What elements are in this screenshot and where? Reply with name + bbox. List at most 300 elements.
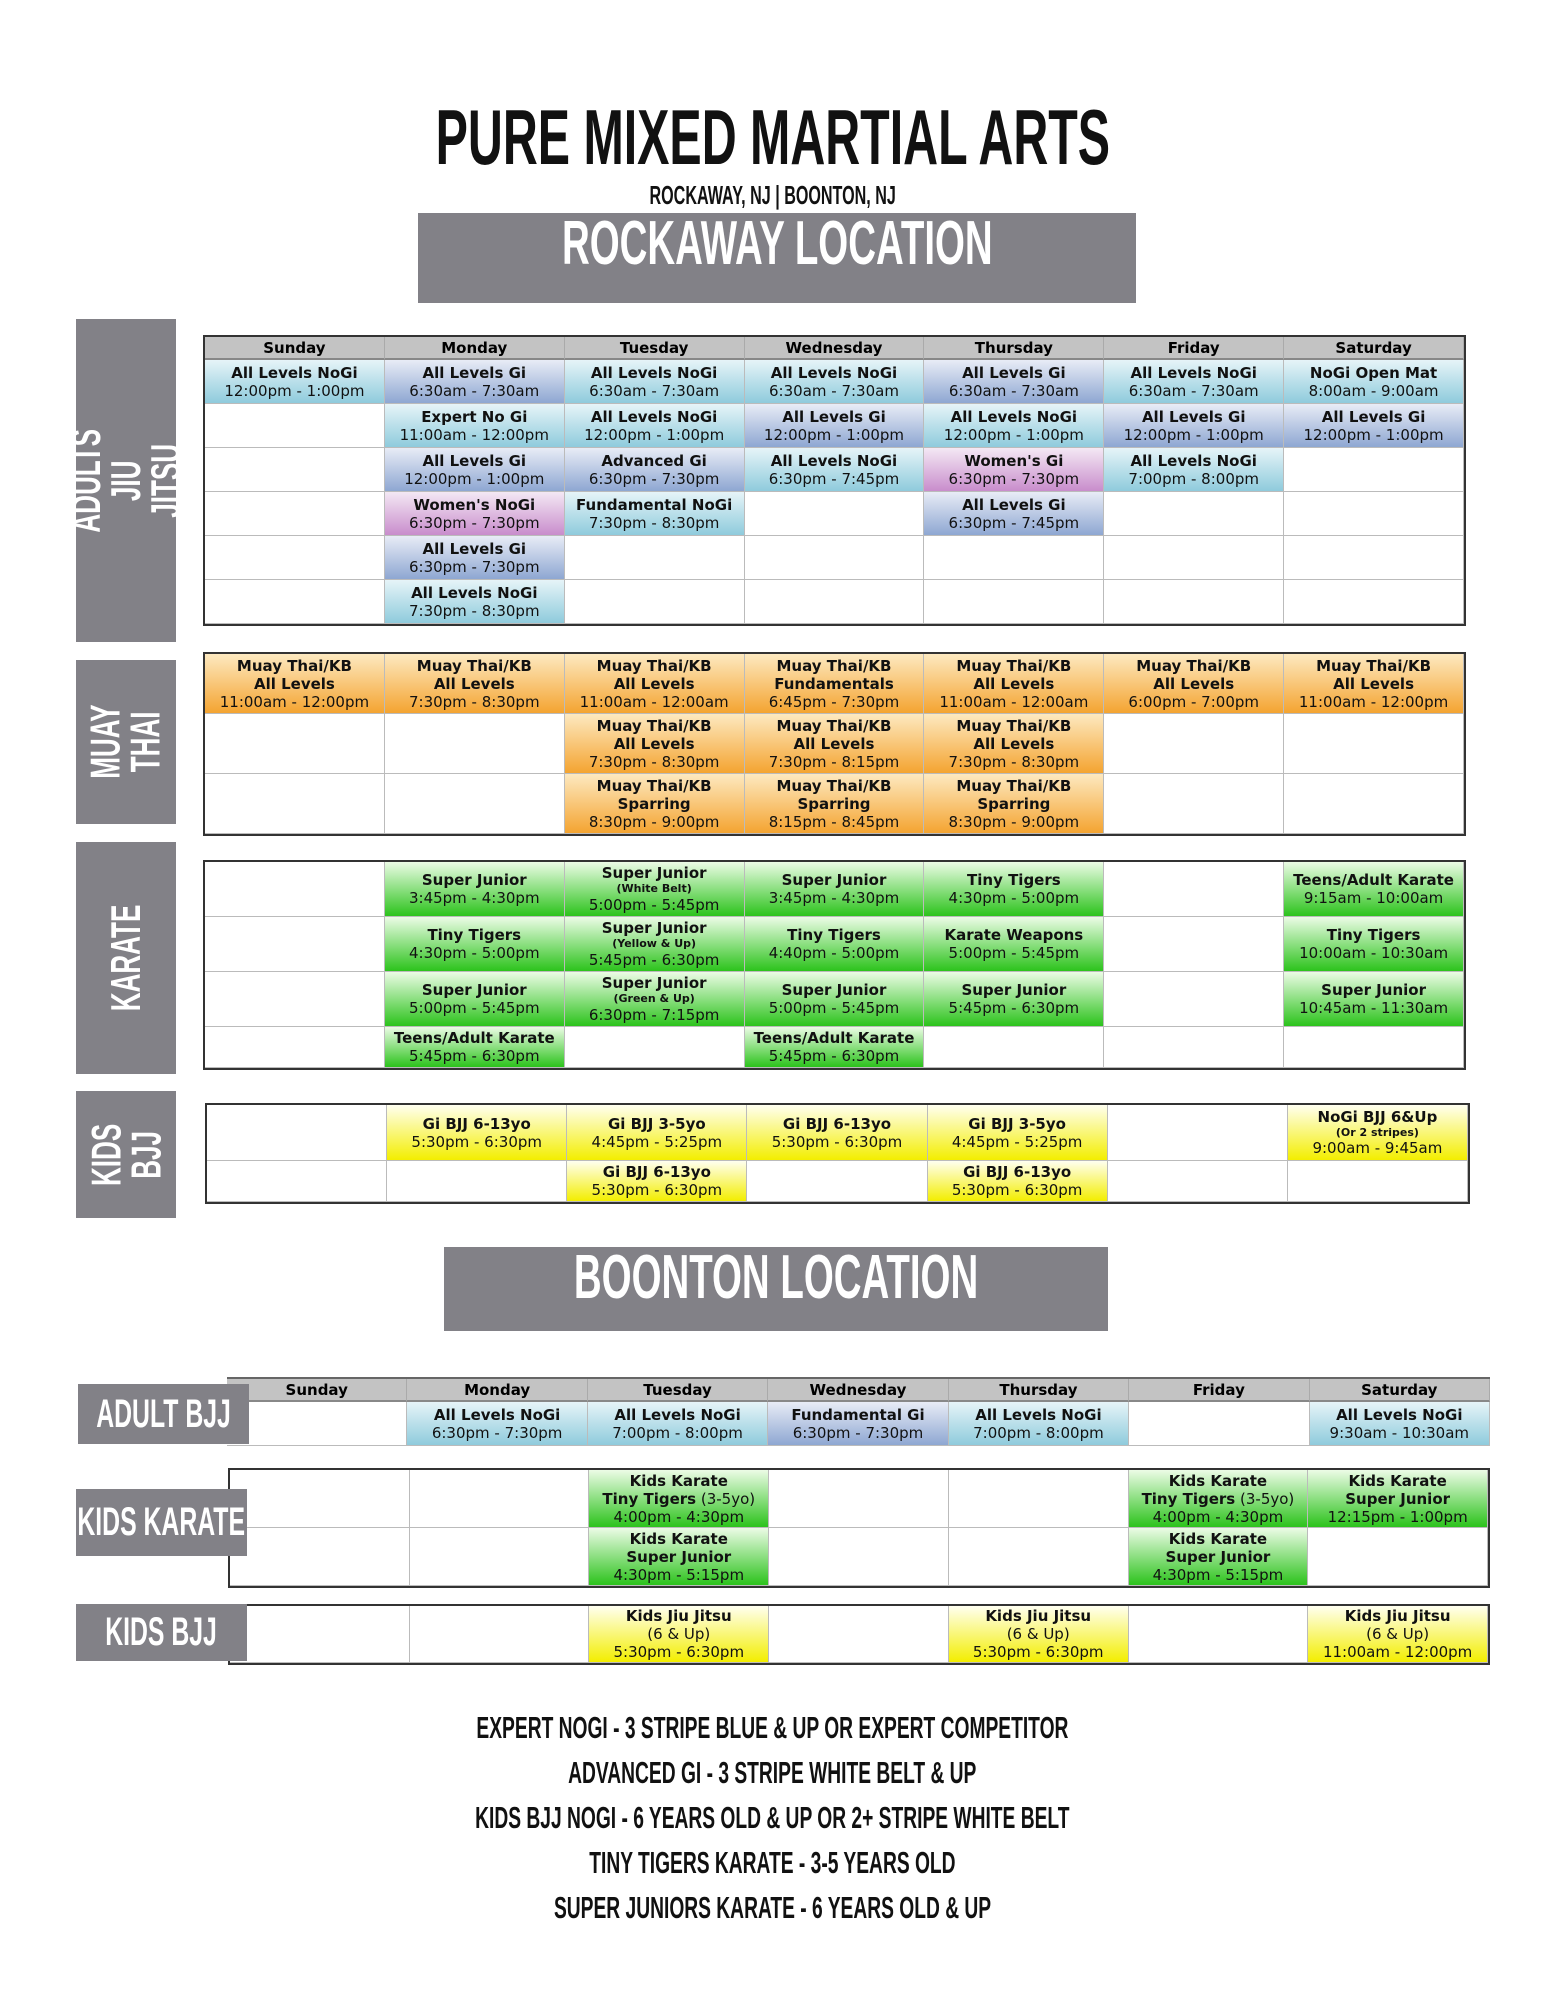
- class-title: All Levels Gi: [962, 363, 1066, 382]
- class-time: 7:00pm - 8:00pm: [1128, 469, 1259, 488]
- class-time: 4:40pm - 5:00pm: [768, 944, 900, 962]
- class-level: All Levels: [1153, 674, 1235, 693]
- class-time: 4:30pm - 5:15pm: [1152, 1565, 1284, 1584]
- empty-slot: [924, 1027, 1104, 1068]
- class-level: Super Junior: [626, 1547, 732, 1566]
- class-slot[interactable]: [385, 536, 565, 580]
- rockaway-kids-bjj-label-text: KIDS BJJ: [82, 1123, 170, 1186]
- class-time: 12:00pm - 1:00pm: [224, 381, 365, 400]
- empty-slot: [1284, 714, 1464, 774]
- class-time: 6:30am - 7:30am: [769, 381, 899, 400]
- class-time: 4:45pm - 5:25pm: [951, 1132, 1083, 1151]
- class-time: 4:00pm - 4:30pm: [1152, 1507, 1284, 1526]
- class-title: Muay Thai/KB: [1136, 656, 1252, 675]
- class-time: 12:00pm - 1:00pm: [1123, 425, 1264, 444]
- class-slot[interactable]: [1129, 1528, 1309, 1586]
- class-slot[interactable]: [928, 1105, 1108, 1161]
- empty-slot: [745, 580, 925, 624]
- empty-slot: [1284, 536, 1464, 580]
- class-level: Tiny Tigers: [602, 1489, 697, 1508]
- class-title: Kids Jiu Jitsu: [625, 1607, 732, 1625]
- class-slot[interactable]: [1310, 1402, 1490, 1446]
- note-text: KIDS BJJ NOGI - 6 YEARS OLD & UP OR 2+ STRIPE WHITE BELT: [475, 1800, 1070, 1835]
- note-line: [0, 1890, 1545, 1926]
- rockaway-muay-thai-label-text: MUAY THAI: [82, 704, 169, 779]
- class-slot[interactable]: [589, 1470, 769, 1528]
- note-line: [0, 1710, 1545, 1746]
- empty-slot: [1104, 917, 1284, 972]
- class-level: All Levels: [1333, 674, 1414, 693]
- class-level: Tiny Tigers: [1141, 1489, 1236, 1508]
- class-slot[interactable]: [1288, 1105, 1468, 1161]
- class-title: Expert No Gi: [421, 407, 528, 426]
- class-title: Women's NoGi: [413, 495, 536, 514]
- class-slot[interactable]: [1104, 448, 1284, 492]
- class-title: Super Junior: [781, 981, 887, 999]
- rockaway-banner: [418, 209, 1136, 303]
- day-header-sunday: Sunday: [205, 337, 385, 360]
- class-title: All Levels NoGi: [1130, 363, 1257, 382]
- class-slot[interactable]: [565, 448, 745, 492]
- day-header-wednesday: Wednesday: [745, 337, 925, 360]
- class-slot[interactable]: [589, 1528, 769, 1586]
- class-time: 4:30pm - 5:00pm: [948, 889, 1080, 907]
- class-time: 7:30pm - 8:30pm: [588, 513, 720, 532]
- empty-slot: [1104, 580, 1284, 624]
- rockaway-banner-text: ROCKAWAY LOCATION: [561, 209, 993, 278]
- class-slot[interactable]: [924, 448, 1104, 492]
- class-time: 6:30am - 7:30am: [409, 381, 540, 400]
- class-slot[interactable]: [385, 360, 565, 404]
- class-title: Super Junior: [601, 919, 707, 938]
- class-time: 5:00pm - 5:45pm: [588, 895, 720, 914]
- empty-slot: [410, 1528, 590, 1586]
- class-slot[interactable]: [385, 972, 565, 1027]
- class-title: Super Junior: [1321, 981, 1426, 999]
- class-time: 12:00pm - 1:00pm: [584, 425, 725, 444]
- empty-slot: [205, 580, 385, 624]
- class-slot[interactable]: [768, 1402, 948, 1446]
- class-title: Tiny Tigers: [787, 926, 881, 944]
- empty-slot: [1108, 1105, 1288, 1161]
- class-slot[interactable]: [1284, 404, 1464, 448]
- class-time: 7:30pm - 8:30pm: [408, 692, 540, 711]
- rockaway-adults-schedule-table: [203, 335, 1466, 626]
- class-time: 4:00pm - 4:30pm: [613, 1507, 745, 1526]
- empty-slot: [207, 1161, 387, 1202]
- class-slot[interactable]: [1284, 972, 1464, 1027]
- class-title: Muay Thai/KB: [956, 656, 1072, 675]
- class-slot[interactable]: [385, 654, 565, 714]
- class-slot[interactable]: [1284, 654, 1464, 714]
- boonton-kids-karate-schedule-table: [228, 1468, 1490, 1588]
- empty-slot: [747, 1161, 927, 1202]
- rockaway-kids-bjj-schedule-table: [205, 1103, 1470, 1204]
- day-header-thursday: Thursday: [949, 1379, 1129, 1402]
- empty-slot: [385, 774, 565, 834]
- class-slot[interactable]: [924, 714, 1104, 774]
- empty-slot: [410, 1470, 590, 1528]
- class-title: Muay Thai/KB: [236, 656, 352, 675]
- class-level: Super Junior: [1165, 1547, 1271, 1566]
- empty-slot: [1308, 1528, 1488, 1586]
- class-slot[interactable]: [589, 1606, 769, 1663]
- class-slot[interactable]: [1284, 917, 1464, 972]
- class-slot[interactable]: [745, 404, 925, 448]
- class-slot[interactable]: [565, 360, 745, 404]
- class-slot[interactable]: [745, 714, 925, 774]
- class-title: Kids Karate: [1348, 1471, 1447, 1490]
- class-slot[interactable]: [745, 972, 925, 1027]
- class-slot[interactable]: [205, 654, 385, 714]
- page-title: [0, 93, 1545, 181]
- class-title: Teens/Adult Karate: [1293, 871, 1454, 889]
- class-title: Gi BJJ 3-5yo: [968, 1114, 1066, 1133]
- class-time: 6:30am - 7:30am: [589, 381, 720, 400]
- class-slot[interactable]: [924, 492, 1104, 536]
- class-slot[interactable]: [565, 862, 745, 917]
- class-title: Fundamental NoGi: [576, 495, 733, 514]
- class-slot[interactable]: [385, 448, 565, 492]
- class-slot[interactable]: [745, 917, 925, 972]
- class-title: Muay Thai/KB: [1316, 656, 1432, 675]
- class-title: Muay Thai/KB: [596, 776, 712, 795]
- note-line: [0, 1845, 1545, 1881]
- empty-slot: [385, 714, 565, 774]
- class-slot[interactable]: [924, 404, 1104, 448]
- boonton-adult-bjj-label-text: ADULT BJJ: [96, 1391, 231, 1436]
- class-time: 11:00am - 12:00pm: [1322, 1643, 1473, 1661]
- class-level: Sparring: [977, 794, 1051, 813]
- note-text: TINY TIGERS KARATE - 3-5 YEARS OLD: [589, 1845, 956, 1880]
- class-time: 8:00am - 9:00am: [1308, 381, 1439, 400]
- class-title: Kids Karate: [629, 1529, 728, 1548]
- class-title: All Levels NoGi: [1336, 1405, 1463, 1424]
- empty-slot: [387, 1161, 567, 1202]
- class-slot[interactable]: [385, 862, 565, 917]
- class-title: Super Junior: [421, 871, 527, 889]
- empty-slot: [1104, 774, 1284, 834]
- class-title: NoGi BJJ 6&Up: [1317, 1107, 1438, 1126]
- note-text: SUPER JUNIORS KARATE - 6 YEARS OLD & UP: [553, 1890, 992, 1925]
- class-title: All Levels Gi: [422, 539, 527, 558]
- class-slot[interactable]: [565, 972, 745, 1027]
- class-slot[interactable]: [1308, 1470, 1488, 1528]
- class-title: Muay Thai/KB: [776, 656, 892, 675]
- empty-slot: [205, 714, 385, 774]
- class-slot[interactable]: [745, 1027, 925, 1068]
- empty-slot: [565, 1027, 745, 1068]
- boonton-kids-bjj-label-text: KIDS BJJ: [105, 1610, 218, 1654]
- class-time: 7:00pm - 8:00pm: [612, 1423, 743, 1442]
- class-slot[interactable]: [924, 654, 1104, 714]
- class-title: All Levels Gi: [1141, 407, 1246, 426]
- class-slot[interactable]: [745, 774, 925, 834]
- empty-slot: [769, 1528, 949, 1586]
- class-title: Kids Karate: [1168, 1529, 1268, 1548]
- class-slot[interactable]: [745, 654, 925, 714]
- class-slot[interactable]: [565, 654, 745, 714]
- day-header-monday: Monday: [407, 1379, 587, 1402]
- boonton-banner-text: BOONTON LOCATION: [573, 1243, 979, 1312]
- class-slot[interactable]: [1104, 360, 1284, 404]
- empty-slot: [230, 1470, 410, 1528]
- class-title: Gi BJJ 3-5yo: [608, 1114, 706, 1133]
- class-slot[interactable]: [205, 360, 385, 404]
- class-title: All Levels Gi: [422, 363, 527, 382]
- class-title: All Levels Gi: [962, 495, 1066, 514]
- class-title: All Levels NoGi: [411, 583, 538, 602]
- class-time: 11:00am - 12:00am: [939, 692, 1089, 711]
- empty-slot: [769, 1606, 949, 1663]
- class-time: 6:30am - 7:30am: [1128, 381, 1259, 400]
- empty-slot: [924, 536, 1104, 580]
- empty-slot: [1129, 1402, 1309, 1446]
- class-title: Tiny Tigers: [967, 871, 1061, 889]
- empty-slot: [205, 917, 385, 972]
- class-title: Kids Jiu Jitsu: [1344, 1607, 1451, 1625]
- rockaway-adults-label: [62, 319, 189, 642]
- class-slot[interactable]: [745, 862, 925, 917]
- class-time: 5:00pm - 5:45pm: [948, 944, 1080, 962]
- class-title: Super Junior: [601, 864, 707, 883]
- class-time: 5:45pm - 6:30pm: [408, 1047, 540, 1065]
- class-title: All Levels Gi: [422, 451, 527, 470]
- class-title: Muay Thai/KB: [956, 716, 1072, 735]
- class-time: 7:30pm - 8:15pm: [768, 752, 900, 771]
- class-title: All Levels NoGi: [950, 407, 1078, 426]
- empty-slot: [205, 492, 385, 536]
- class-note: (Green & Up): [613, 992, 695, 1006]
- empty-slot: [1284, 580, 1464, 624]
- class-title: Super Junior: [601, 974, 707, 993]
- class-level: All Levels: [793, 734, 875, 753]
- class-time: 5:45pm - 6:30pm: [768, 1047, 900, 1065]
- boonton-adult-bjj-schedule-table: [227, 1377, 1490, 1448]
- class-time: 11:00am - 12:00am: [579, 692, 729, 711]
- class-slot[interactable]: [949, 1606, 1129, 1663]
- boonton-kids-bjj-schedule-table: [228, 1604, 1490, 1665]
- class-slot[interactable]: [928, 1161, 1108, 1202]
- class-time: 6:30pm - 7:30pm: [588, 469, 720, 488]
- class-title: Muay Thai/KB: [776, 776, 892, 795]
- empty-slot: [1288, 1161, 1468, 1202]
- class-slot[interactable]: [565, 714, 745, 774]
- empty-slot: [205, 448, 385, 492]
- class-time: 5:00pm - 5:45pm: [408, 999, 540, 1017]
- class-time: 8:15pm - 8:45pm: [768, 812, 900, 831]
- boonton-kids-bjj-label: [76, 1604, 247, 1661]
- empty-slot: [205, 404, 385, 448]
- class-title: All Levels NoGi: [770, 451, 898, 470]
- day-header-friday: Friday: [1129, 1379, 1309, 1402]
- class-time: 9:15am - 10:00am: [1303, 889, 1444, 907]
- class-level: All Levels: [433, 674, 515, 693]
- class-title: Super Junior: [421, 981, 527, 999]
- class-time: 11:00am - 12:00pm: [399, 425, 549, 444]
- class-time: 12:00pm - 1:00pm: [1303, 425, 1444, 444]
- class-slot[interactable]: [1284, 360, 1464, 404]
- class-title: Super Junior: [781, 871, 887, 889]
- day-header-friday: Friday: [1104, 337, 1284, 360]
- class-level: All Levels: [613, 674, 695, 693]
- rockaway-muay-thai-label: [76, 660, 176, 824]
- class-slot[interactable]: [385, 404, 565, 448]
- class-note: (White Belt): [616, 882, 692, 896]
- class-level: All Levels: [973, 674, 1055, 693]
- empty-slot: [949, 1470, 1129, 1528]
- class-slot[interactable]: [924, 774, 1104, 834]
- class-level: All Levels: [973, 734, 1055, 753]
- class-slot[interactable]: [1284, 862, 1464, 917]
- empty-slot: [207, 1105, 387, 1161]
- class-time: 6:45pm - 7:30pm: [768, 692, 900, 711]
- class-title: All Levels NoGi: [614, 1405, 741, 1424]
- class-title: Tiny Tigers: [1326, 926, 1421, 944]
- class-time: 8:30pm - 9:00pm: [588, 812, 720, 831]
- class-slot[interactable]: [924, 917, 1104, 972]
- day-header-tuesday: Tuesday: [588, 1379, 768, 1402]
- class-slot[interactable]: [385, 580, 565, 624]
- class-time: 3:45pm - 4:30pm: [408, 889, 540, 907]
- class-time: 7:00pm - 8:00pm: [973, 1423, 1104, 1442]
- class-time: 5:30pm - 6:30pm: [411, 1132, 542, 1151]
- empty-slot: [1284, 448, 1464, 492]
- class-slot[interactable]: [407, 1402, 587, 1446]
- class-time: 4:30pm - 5:15pm: [613, 1565, 745, 1584]
- class-slot[interactable]: [924, 972, 1104, 1027]
- class-title: Teens/Adult Karate: [753, 1029, 915, 1047]
- class-title: All Levels NoGi: [433, 1405, 561, 1424]
- empty-slot: [565, 536, 745, 580]
- empty-slot: [205, 862, 385, 917]
- empty-slot: [230, 1606, 410, 1663]
- class-slot[interactable]: [745, 448, 925, 492]
- rockaway-kids-bjj-label: [76, 1091, 176, 1218]
- class-title: Teens/Adult Karate: [393, 1029, 555, 1047]
- empty-slot: [410, 1606, 590, 1663]
- class-time: 6:30pm - 7:30pm: [431, 1423, 563, 1442]
- class-slot[interactable]: [924, 360, 1104, 404]
- class-time: 7:30pm - 8:30pm: [588, 752, 720, 771]
- class-time: 4:30pm - 5:00pm: [408, 944, 540, 962]
- class-time: 6:30pm - 7:30pm: [948, 469, 1080, 488]
- class-slot[interactable]: [588, 1402, 768, 1446]
- class-time: 5:00pm - 5:45pm: [768, 999, 900, 1017]
- class-time: 6:30pm - 7:30pm: [408, 513, 540, 532]
- class-time: 8:30pm - 9:00pm: [948, 812, 1080, 831]
- day-header-saturday: Saturday: [1310, 1379, 1490, 1402]
- class-time: 5:30pm - 6:30pm: [613, 1643, 745, 1661]
- class-time: 12:15pm - 1:00pm: [1327, 1507, 1468, 1526]
- class-title: Muay Thai/KB: [596, 656, 712, 675]
- rockaway-muay-thai-schedule-table: [203, 652, 1466, 836]
- class-title: Kids Jiu Jitsu: [985, 1607, 1092, 1625]
- empty-slot: [1104, 862, 1284, 917]
- class-slot[interactable]: [1129, 1470, 1309, 1528]
- class-time: 10:45am - 11:30am: [1299, 999, 1449, 1017]
- class-title: Karate Weapons: [944, 926, 1084, 944]
- empty-slot: [1108, 1161, 1288, 1202]
- class-note: (Yellow & Up): [612, 937, 697, 951]
- class-slot[interactable]: [565, 492, 745, 536]
- class-slot[interactable]: [949, 1402, 1129, 1446]
- class-note: (6 & Up): [1006, 1625, 1070, 1643]
- class-time: 9:00am - 9:45am: [1312, 1139, 1443, 1158]
- class-slot[interactable]: [1308, 1606, 1488, 1663]
- day-header-thursday: Thursday: [924, 337, 1104, 360]
- empty-slot: [1104, 714, 1284, 774]
- boonton-adult-bjj-label: [78, 1384, 249, 1444]
- class-time: 7:30pm - 8:30pm: [408, 601, 540, 620]
- title-text: PURE MIXED MARTIAL ARTS: [435, 93, 1110, 181]
- class-slot[interactable]: [385, 1027, 565, 1068]
- class-level: All Levels: [253, 674, 335, 693]
- class-note: (6 & Up): [1366, 1625, 1430, 1643]
- note-line: [0, 1800, 1545, 1836]
- class-time: 6:30am - 7:30am: [948, 381, 1079, 400]
- class-slot[interactable]: [565, 404, 745, 448]
- class-slot[interactable]: [385, 917, 565, 972]
- class-note: (6 & Up): [647, 1625, 711, 1643]
- class-time: 5:30pm - 6:30pm: [771, 1132, 903, 1151]
- class-time: 11:00am - 12:00pm: [1298, 692, 1449, 711]
- empty-slot: [205, 536, 385, 580]
- class-title: All Levels NoGi: [590, 363, 718, 382]
- day-header-wednesday: Wednesday: [768, 1379, 948, 1402]
- empty-slot: [1284, 774, 1464, 834]
- class-slot[interactable]: [1104, 404, 1284, 448]
- class-time: 5:30pm - 6:30pm: [951, 1181, 1083, 1199]
- class-title: Fundamental Gi: [791, 1405, 925, 1424]
- empty-slot: [949, 1528, 1129, 1586]
- empty-slot: [1284, 492, 1464, 536]
- class-slot[interactable]: [387, 1105, 567, 1161]
- empty-slot: [769, 1470, 949, 1528]
- class-title: All Levels NoGi: [590, 407, 718, 426]
- empty-slot: [1104, 1027, 1284, 1068]
- class-slot[interactable]: [565, 917, 745, 972]
- class-slot[interactable]: [747, 1105, 927, 1161]
- class-slot[interactable]: [924, 862, 1104, 917]
- class-title: Muay Thai/KB: [596, 716, 712, 735]
- class-slot[interactable]: [567, 1105, 747, 1161]
- class-slot[interactable]: [1104, 654, 1284, 714]
- class-slot[interactable]: [385, 492, 565, 536]
- empty-slot: [1104, 972, 1284, 1027]
- empty-slot: [227, 1402, 407, 1446]
- class-time: 7:30pm - 8:30pm: [948, 752, 1080, 771]
- class-title: All Levels NoGi: [770, 363, 898, 382]
- class-title: Muay Thai/KB: [416, 656, 532, 675]
- class-time: 10:00am - 10:30am: [1299, 944, 1449, 962]
- class-level: Super Junior: [1345, 1489, 1451, 1508]
- class-title: All Levels NoGi: [1130, 451, 1257, 470]
- note-text: ADVANCED GI - 3 STRIPE WHITE BELT & UP: [568, 1755, 977, 1790]
- day-header-tuesday: Tuesday: [565, 337, 745, 360]
- class-slot[interactable]: [567, 1161, 747, 1202]
- class-time: 6:30pm - 7:45pm: [948, 513, 1080, 532]
- class-slot[interactable]: [565, 774, 745, 834]
- class-title: Gi BJJ 6-13yo: [422, 1114, 531, 1133]
- class-title: NoGi Open Mat: [1309, 363, 1438, 382]
- class-title: Kids Karate: [1168, 1471, 1268, 1490]
- note-line: [0, 1755, 1545, 1791]
- class-title: Muay Thai/KB: [776, 716, 892, 735]
- class-slot[interactable]: [745, 360, 925, 404]
- class-title: All Levels Gi: [1321, 407, 1426, 426]
- note-text: EXPERT NOGI - 3 STRIPE BLUE & UP OR EXPERT COMPETITOR: [476, 1710, 1069, 1745]
